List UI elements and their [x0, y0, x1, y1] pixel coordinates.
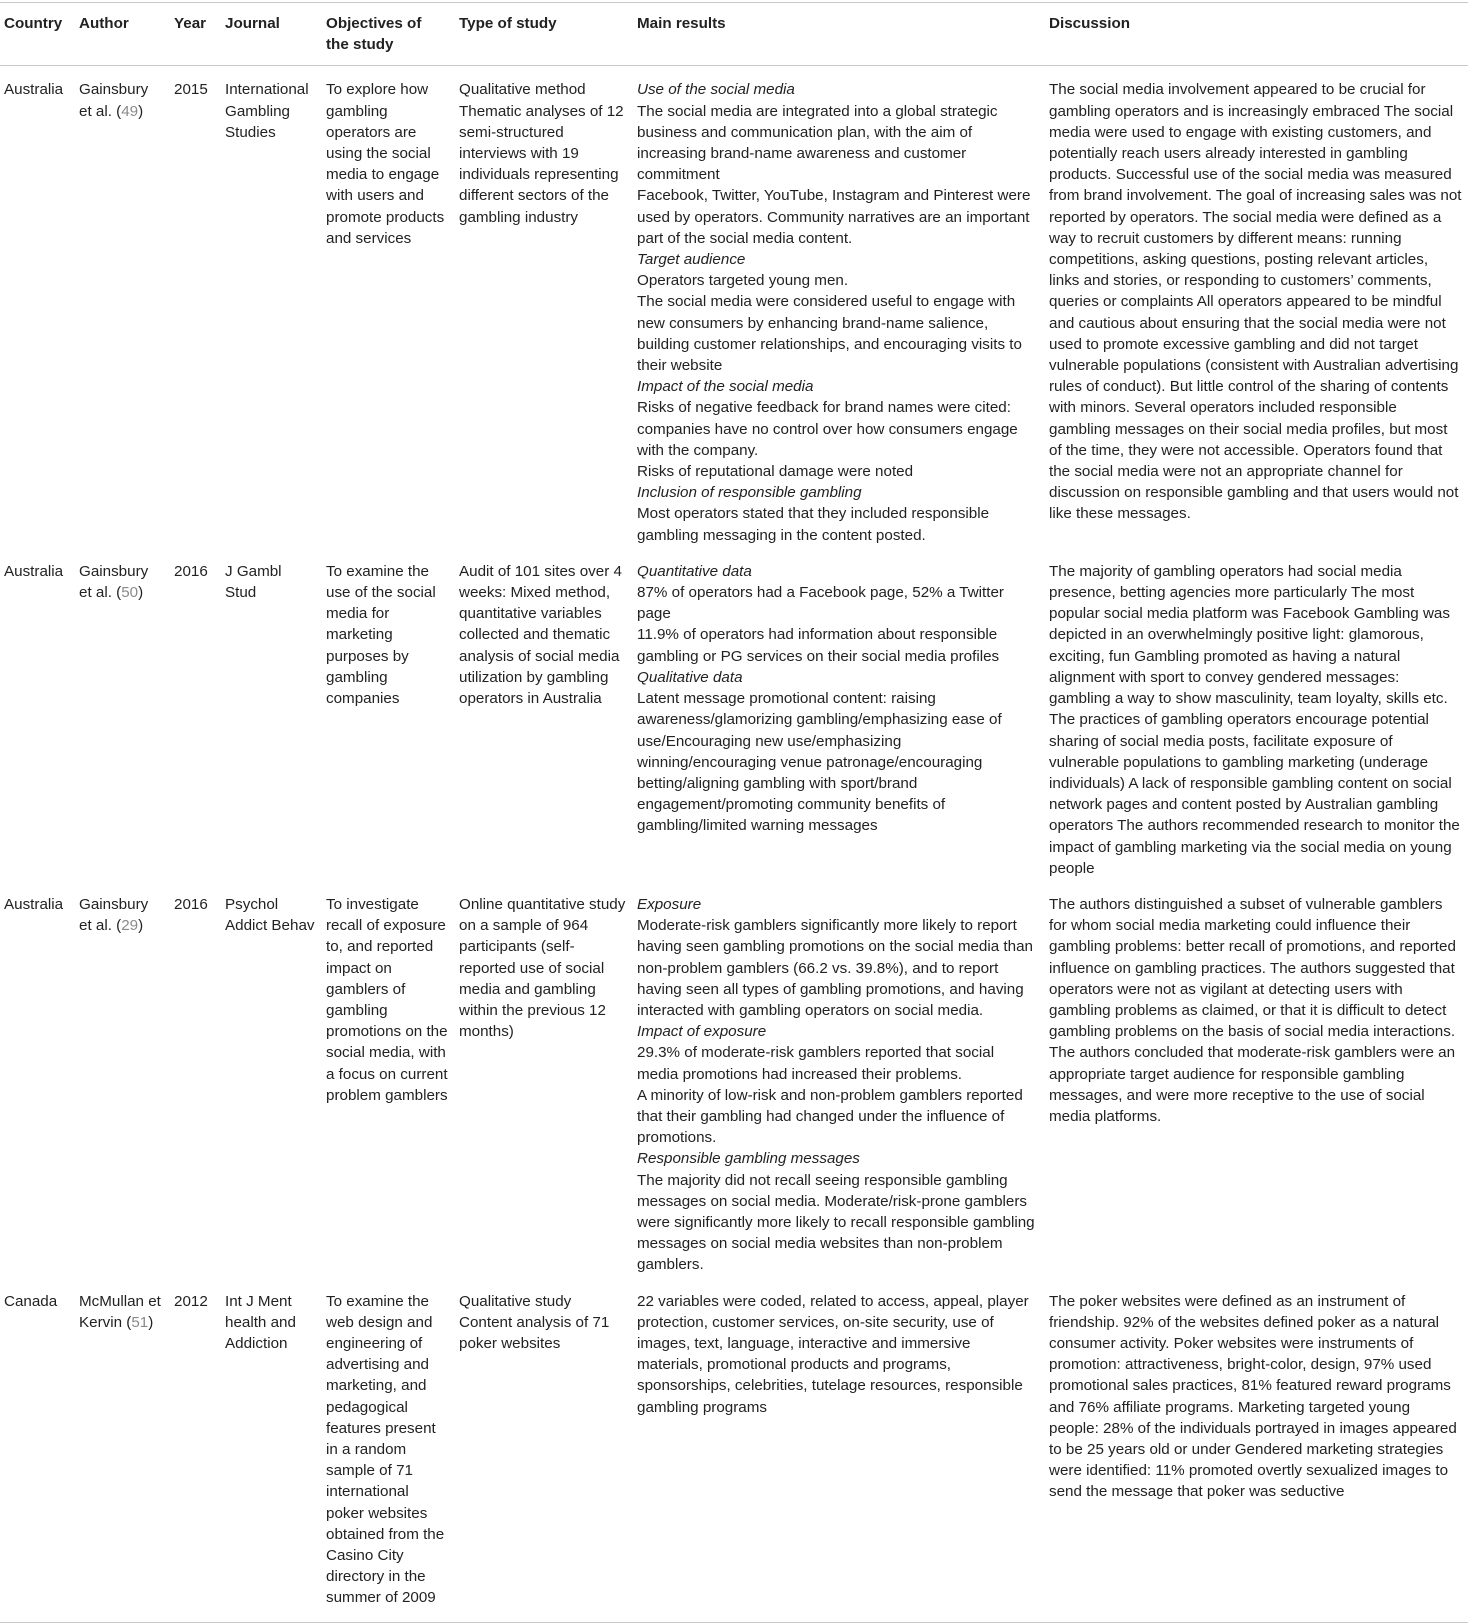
- study-type-line: Qualitative method: [459, 81, 586, 99]
- result-text: 29.3% of moderate-risk gamblers reported that social media promotions had increased their problems.: [637, 1044, 995, 1083]
- result-text: Risks of negative feedback for brand names were cited: companies have no control over how consumers engage with the company.: [637, 399, 1018, 459]
- studies-table: [0, 2, 1468, 1623]
- header-discussion: Discussion: [1045, 3, 1468, 66]
- cell-year: 2015: [174, 81, 208, 99]
- reference-link[interactable]: 51: [131, 1313, 149, 1331]
- header-objectives: [322, 3, 455, 66]
- cell-country: Australia: [4, 562, 64, 580]
- result-subheading: Qualitative data: [637, 668, 743, 686]
- cell-journal: Psychol Addict Behav: [225, 895, 315, 935]
- header-year: Year: [170, 3, 221, 66]
- cell-author: [75, 548, 170, 881]
- author-name: Gainsbury et al. (: [79, 562, 149, 602]
- result-text: The majority did not recall seeing responsible gambling messages on social media. Moderate/risk-prone gamblers were significantly more likely to recall responsible gambling messages on social media websites than non-problem gamblers.: [637, 1171, 1035, 1274]
- cell-study-type: [455, 1278, 633, 1623]
- result-subheading: Responsible gambling messages: [637, 1150, 860, 1168]
- result-text: Latent message promotional content: raising awareness/glamorizing gambling/emphasizing ease of use/Encouraging new use/emphasizing winning/encouraging venue patronage/encouraging betting/aligning gambling with sport/brand engagement/promoting community benefits of gambling/limited warning messages: [637, 690, 1002, 835]
- study-type-line: Thematic analyses of 12 semi-structured interviews with 19 individuals representing different sectors of the gambling industry: [459, 102, 624, 226]
- cell-journal: International Gambling Studies: [225, 81, 309, 141]
- cell-year: 2016: [174, 562, 208, 580]
- header-row: [0, 3, 1468, 66]
- result-text: The social media were considered useful to engage with new consumers by enhancing brand-name salience, building customer relationships, and encouraging visits to their website: [637, 293, 1022, 375]
- cell-country: Australia: [4, 895, 64, 913]
- cell-objectives: To investigate recall of exposure to, and reported impact on gamblers of gambling promotions on the social media, with a focus on current problem gamblers: [326, 895, 448, 1104]
- reference-link[interactable]: 50: [121, 584, 139, 602]
- result-text: Most operators stated that they included responsible gambling messaging in the content posted.: [637, 505, 990, 544]
- cell-main-results: [633, 1278, 1045, 1623]
- author-name: Gainsbury et al. (: [79, 81, 149, 120]
- reference-link[interactable]: 49: [121, 102, 139, 120]
- cell-main-results: [633, 66, 1045, 548]
- result-subheading: Impact of exposure: [637, 1023, 767, 1041]
- cell-discussion: The social media involvement appeared to be crucial for gambling operators and is increasingly embraced The social media were used to engage with existing customers, and potentially reach users already interested in gambling products. Successful use of the social media was measured from brand involvement. The goal of increasing sales was not reported by operators. The social media were defined as a way to recruit customers by different means: running competitions, asking questions, posting relevant articles, links and stories, or responding to customers’ comments, queries or complaints All operators appeared to be mindful and cautious about ensuring that the social media were not used to promote excessive gambling and did not target vulnerable populations (consistent with Australian advertising rules of conduct). But little control of the sharing of contents with minors. Several operators included responsible gambling messages on their social media profiles, but most of the time, they were not accessible. Operators found that the social media were not an appropriate channel for discussion on responsible gambling and that users would not like these messages.: [1049, 81, 1462, 523]
- author-name: Gainsbury et al. (: [79, 895, 149, 935]
- study-type-line: Online quantitative study on a sample of 964 participants (self-reported use of social media and gambling within the previous 12 months): [459, 895, 626, 1041]
- header-journal: Journal: [221, 3, 322, 66]
- cell-country: Canada: [0, 1278, 75, 1623]
- table-row: [0, 548, 1468, 881]
- cell-main-results: [633, 548, 1045, 881]
- study-type-line: Audit of 101 sites over 4 weeks: Mixed method, quantitative variables collected and thematic analysis of social media utilization by gambling operators in Australia: [459, 562, 622, 708]
- result-text: A minority of low-risk and non-problem gamblers reported that their gambling had changed under the influence of promotions.: [637, 1086, 1023, 1147]
- cell-objectives: To examine the web design and engineering of advertising and marketing, and pedagogical features present in a random sample of 71 international poker websites obtained from the Casino City directory in the summer of 2009: [322, 1278, 455, 1623]
- result-text: Risks of reputational damage were noted: [637, 463, 914, 481]
- cell-main-results: [633, 881, 1045, 1278]
- cell-country: Australia: [4, 81, 64, 99]
- author-close-paren: ): [138, 584, 144, 602]
- result-text: 87% of operators had a Facebook page, 52% a Twitter page: [637, 584, 1004, 623]
- cell-discussion: The authors distinguished a subset of vulnerable gamblers for whom social media marketing could influence their gambling problems: better recall of promotions, and reported influence on gambling practices. The authors suggested that operators were not as vigilant at detecting users with gambling problems as claimed, or that it is difficult to detect gambling problems on the basis of social media interactions. The authors concluded that moderate-risk gamblers were an appropriate target audience for responsible gambling messages, and were more receptive to the use of social media platforms.: [1049, 895, 1456, 1125]
- cell-study-type: [455, 548, 633, 881]
- author-name: McMullan et Kervin (: [79, 1292, 161, 1331]
- table-body: [0, 66, 1468, 1622]
- result-text: Operators targeted young men.: [637, 272, 849, 290]
- cell-discussion: The poker websites were defined as an instrument of friendship. 92% of the websites defined poker as a natural consumer activity. Poker websites were instruments of promotion: attractiveness, bright-color, design, 97% used promotional sales practices, 81% featured reward programs and 76% affiliate programs. Marketing targeted young people: 28% of the individuals portrayed in images appeared to be 25 years old or under Gendered marketing strategies were identified: 11% promoted overtly sexualized images to send the message that poker was seductive: [1045, 1278, 1468, 1623]
- header-objectives-line2: the study: [326, 36, 394, 54]
- cell-study-type: [455, 881, 633, 1278]
- result-text: Moderate-risk gamblers significantly more likely to report having seen gambling promotions on the social media than non-problem gamblers (66.2 vs. 39.8%), and to report having seen all types of gambling promotions, and having interacted with gambling operators on social media.: [637, 917, 1033, 1019]
- header-country: Country: [0, 3, 75, 66]
- result-text: 11.9% of operators had information about responsible gambling or PG services on their social media profiles: [637, 626, 1000, 665]
- reference-link[interactable]: 29: [121, 917, 139, 935]
- table-row: [0, 66, 1468, 548]
- author-close-paren: ): [138, 102, 144, 120]
- cell-author: [75, 66, 170, 548]
- author-close-paren: ): [138, 917, 144, 935]
- result-subheading: Exposure: [637, 895, 702, 913]
- cell-study-type: [455, 66, 633, 548]
- cell-journal: J Gambl Stud: [225, 562, 282, 602]
- result-subheading: Inclusion of responsible gambling: [637, 484, 862, 502]
- result-text: The social media are integrated into a global strategic business and communication plan, with the aim of increasing brand-name awareness and customer commitment: [637, 102, 998, 184]
- cell-author: [75, 1278, 170, 1623]
- result-subheading: Quantitative data: [637, 562, 752, 580]
- study-type-line: Content analysis of 71 poker websites: [459, 1313, 610, 1352]
- result-subheading: Impact of the social media: [637, 378, 814, 396]
- cell-year: 2016: [174, 895, 208, 913]
- author-close-paren: ): [148, 1313, 154, 1331]
- result-subheading: Use of the social media: [637, 81, 795, 99]
- header-type: Type of study: [455, 3, 633, 66]
- cell-year: 2012: [170, 1278, 221, 1623]
- header-author: Author: [75, 3, 170, 66]
- result-text: Facebook, Twitter, YouTube, Instagram and Pinterest were used by operators. Community narratives are an important part of the social media content.: [637, 187, 1031, 247]
- cell-objectives: To examine the use of the social media for marketing purposes by gambling companies: [326, 562, 436, 708]
- header-objectives-line1: Objectives of: [326, 15, 422, 32]
- result-subheading: Target audience: [637, 251, 746, 269]
- cell-discussion: The majority of gambling operators had social media presence, betting agencies more particularly The most popular social media platform was Facebook Gambling was depicted in an overwhelmingly positive light: glamorous, exciting, fun Gambling promoted as having a natural alignment with sport to convey gendered messages: gambling a way to show masculinity, team loyalty, skills etc. The practices of gambling operators encourage potential sharing of social media posts, facilitate exposure of vulnerable populations to gambling marketing (underage individuals) A lack of responsible gambling content on social network pages and content posted by Australian gambling operators The authors recommended research to monitor the impact of gambling marketing via the social media on young people: [1049, 562, 1460, 877]
- result-text: 22 variables were coded, related to access, appeal, player protection, customer services, on-site security, use of images, text, language, interactive and immersive materials, promotional products and programs, sponsorships, celebrities, tutelage resources, responsible gambling programs: [637, 1292, 1029, 1416]
- cell-objectives: To explore how gambling operators are using the social media to engage with users and promote products and services: [326, 81, 445, 247]
- cell-journal: Int J Ment health and Addiction: [221, 1278, 322, 1623]
- table-header: [0, 3, 1468, 66]
- table-row: [0, 1278, 1468, 1623]
- study-type-line: Qualitative study: [459, 1292, 572, 1310]
- cell-author: [75, 881, 170, 1278]
- header-main-results: Main results: [633, 3, 1045, 66]
- table-row: [0, 881, 1468, 1278]
